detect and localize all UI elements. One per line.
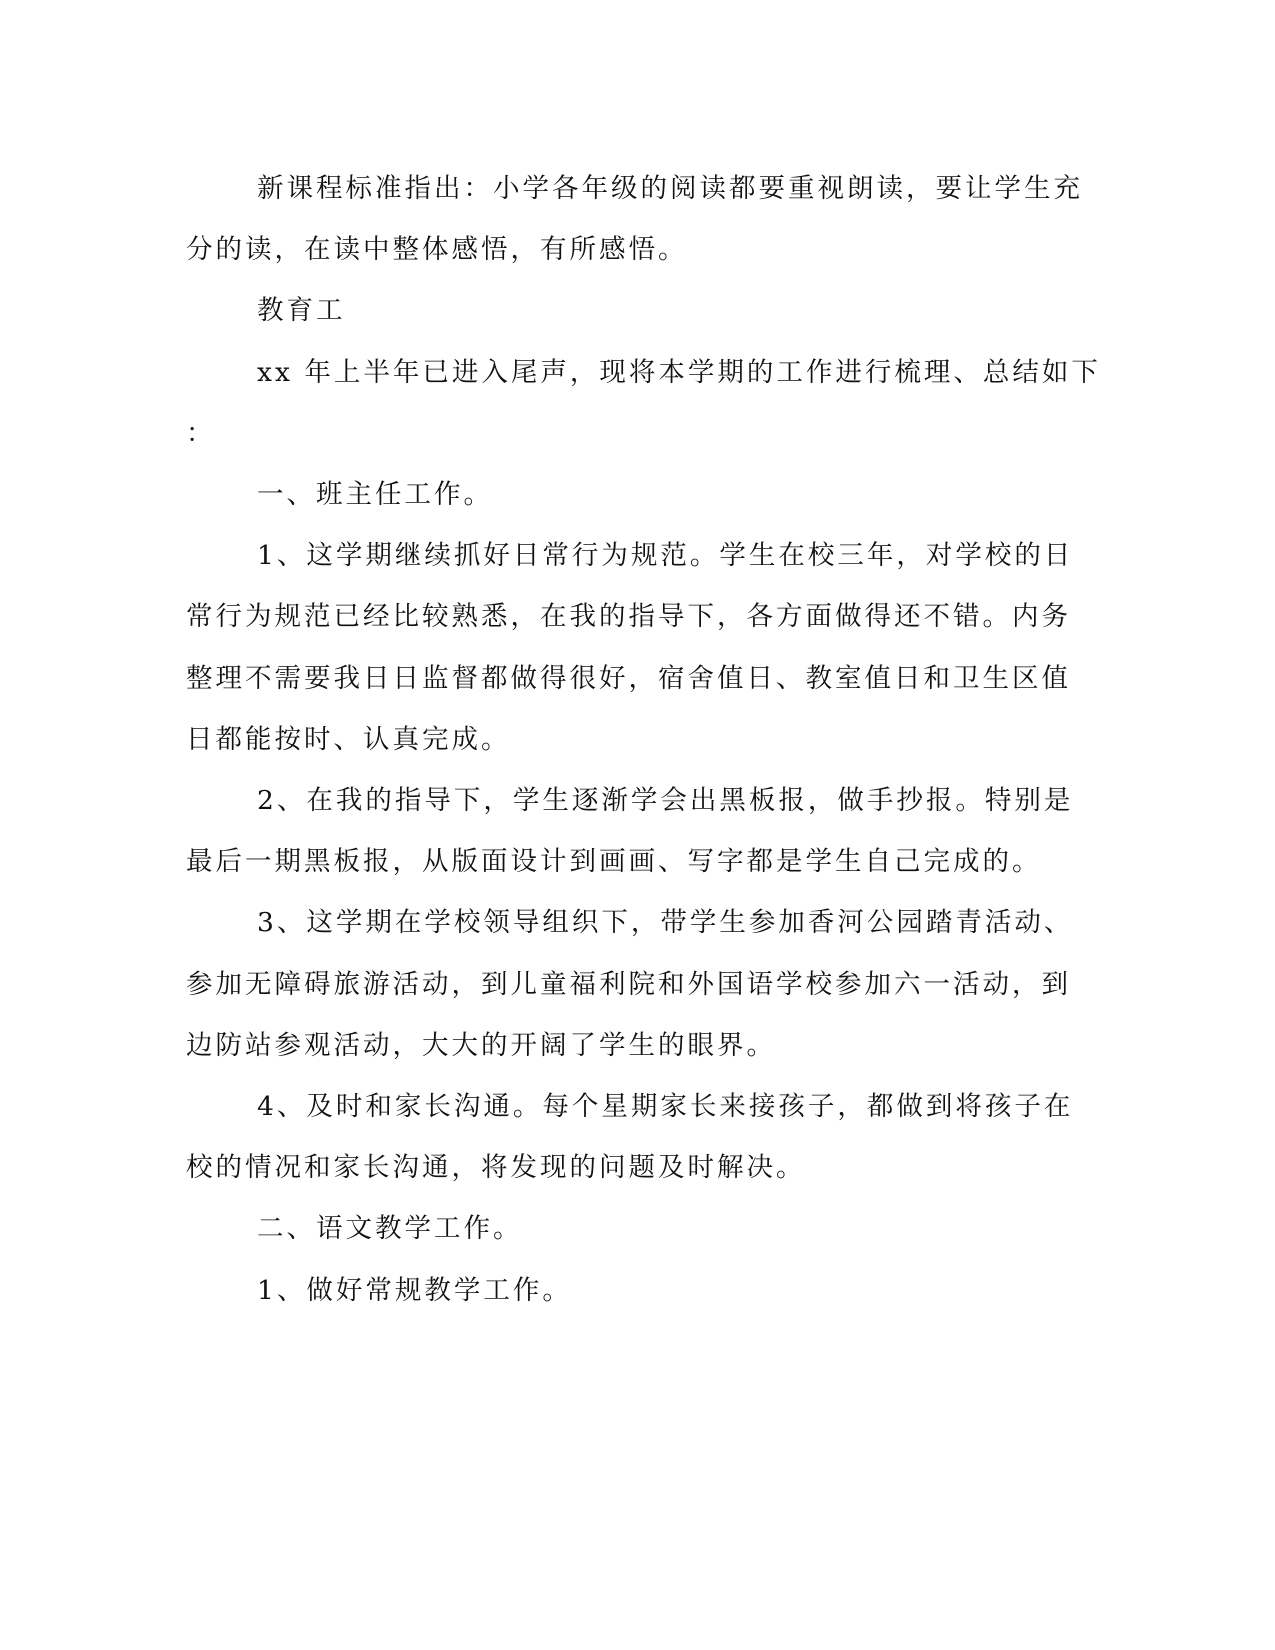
paragraph-line: 日都能按时、认真完成。	[186, 723, 511, 755]
paragraph-line: 1、这学期继续抓好日常行为规范。学生在校三年，对学校的日	[257, 540, 1074, 572]
paragraph-line: 新课程标准指出：小学各年级的阅读都要重视朗读，要让学生充	[257, 173, 1083, 204]
paragraph-line: 3、这学期在学校领导组织下，带学生参加香河公园踏青活动、	[257, 907, 1074, 939]
paragraph-line: 常行为规范已经比较熟悉，在我的指导下，各方面做得还不错。内务	[186, 601, 1071, 633]
paragraph-line: 参加无障碍旅游活动，到儿童福利院和外国语学校参加六一活动，到	[186, 968, 1071, 1000]
section-heading: 二、语文教学工作。	[257, 1213, 523, 1245]
paragraph-line: 2、在我的指导下，学生逐渐学会出黑板报，做手抄报。特别是	[257, 785, 1074, 817]
paragraph-line: 4、及时和家长沟通。每个星期家长来接孩子，都做到将孩子在	[257, 1091, 1074, 1123]
paragraph-line: 教育工	[257, 295, 346, 327]
paragraph-line: 最后一期黑板报，从版面设计到画画、写字都是学生自己完成的。	[186, 846, 1042, 878]
paragraph-line: 边防站参观活动，大大的开阔了学生的眼界。	[186, 1029, 776, 1061]
section-heading: 一、班主任工作。	[257, 479, 493, 511]
document-body	[186, 158, 1101, 1321]
paragraph-line: 整理不需要我日日监督都做得很好，宿舍值日、教室值日和卫生区值	[186, 662, 1071, 694]
paragraph-line: ：	[186, 417, 216, 449]
paragraph-line: 分的读，在读中整体感悟，有所感悟。	[186, 234, 688, 266]
paragraph-line: xx 年上半年已进入尾声，现将本学期的工作进行梳理、总结如下	[257, 356, 1101, 388]
paragraph-line: 校的情况和家长沟通，将发现的问题及时解决。	[186, 1152, 806, 1184]
paragraph-line: 1、做好常规教学工作。	[257, 1274, 572, 1306]
